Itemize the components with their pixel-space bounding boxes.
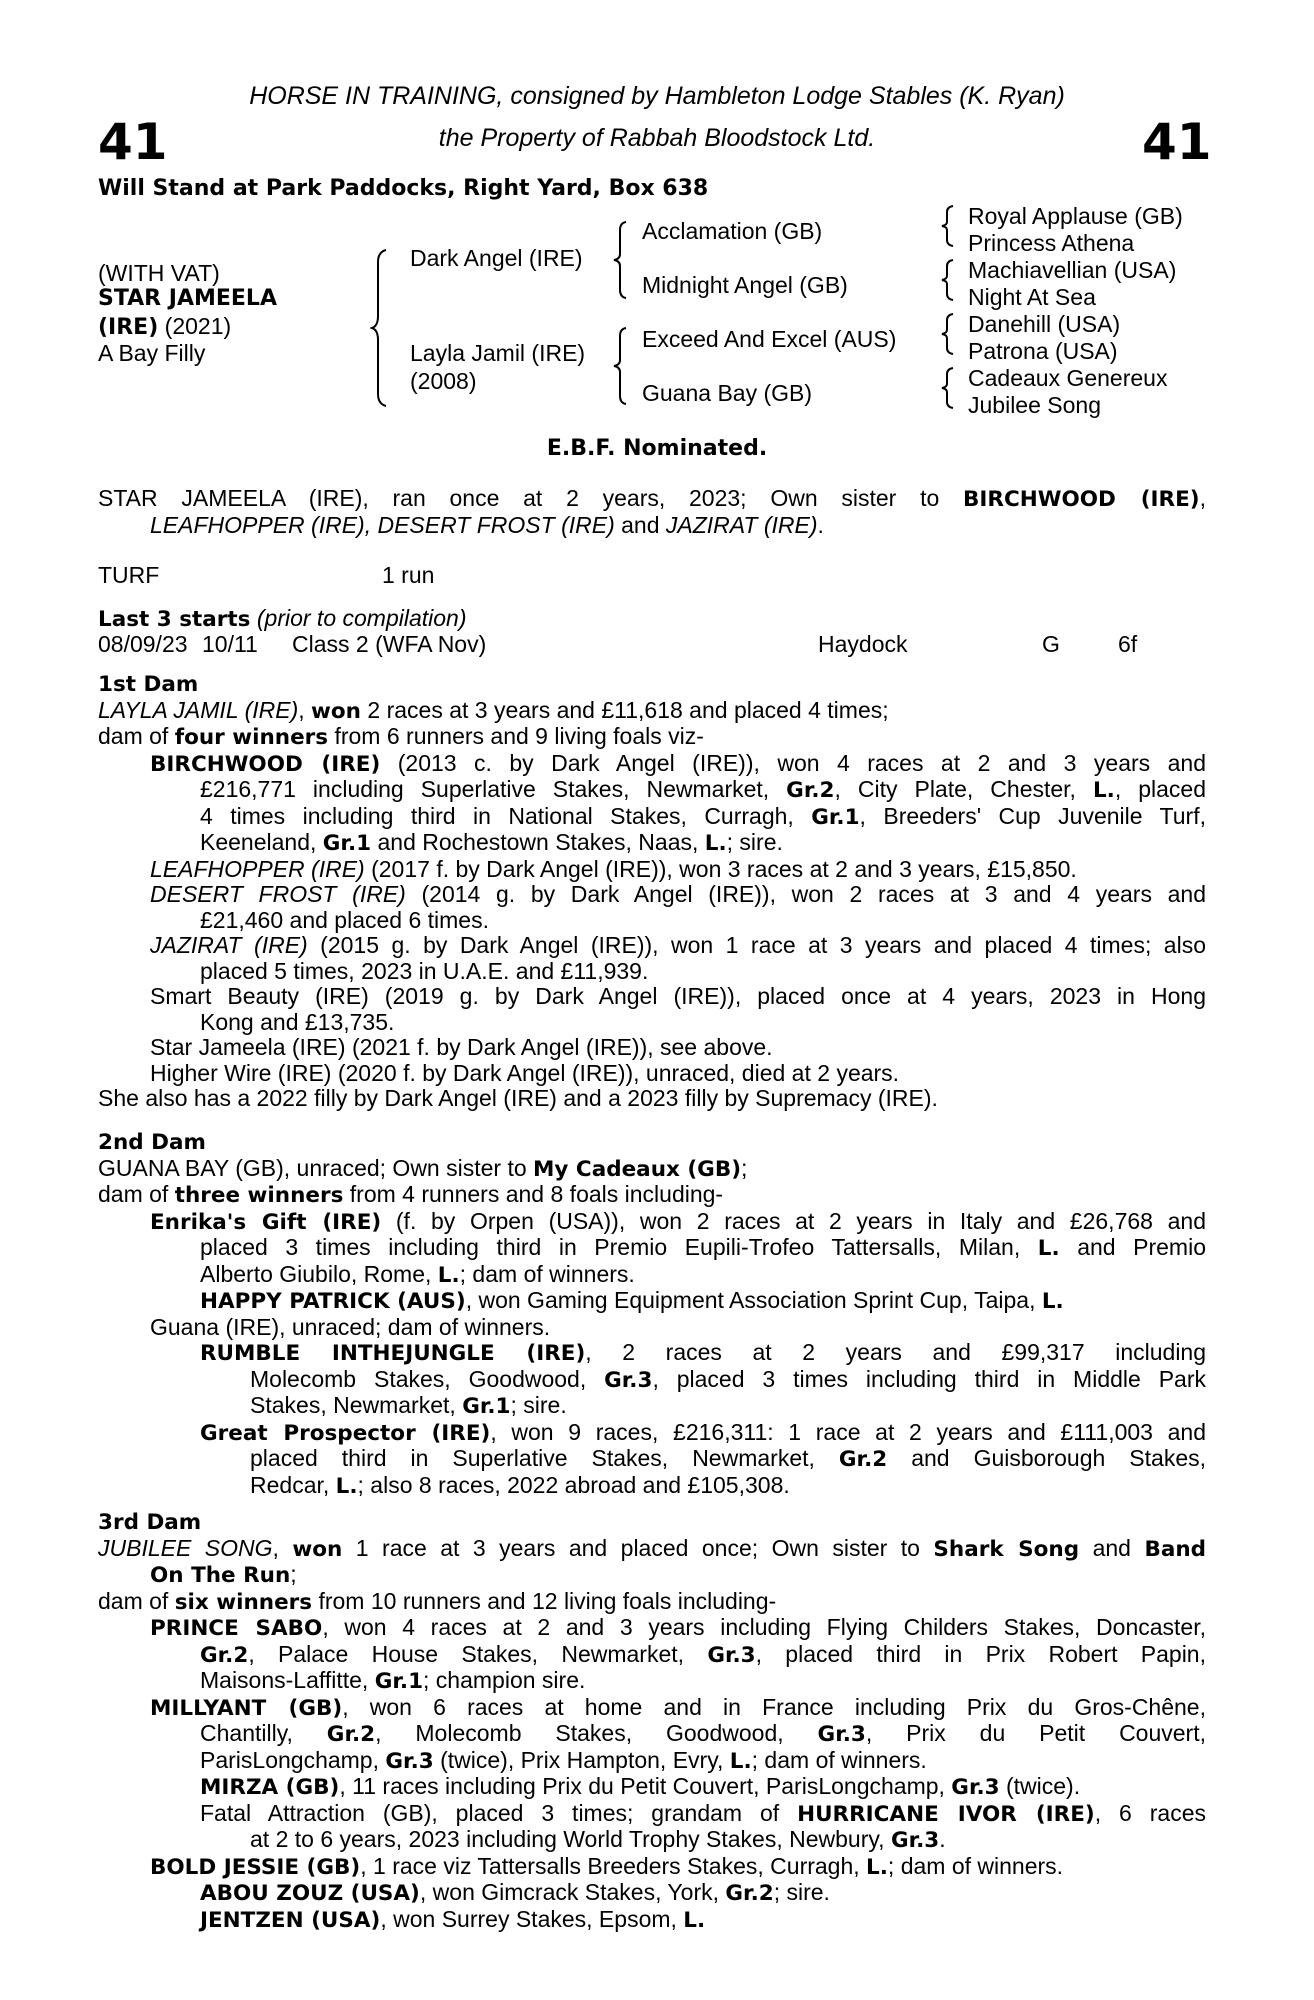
text-span: Kong and £13,735.	[200, 1008, 395, 1035]
text-span: DESERT FROST (IRE)	[150, 881, 406, 907]
text-span: .	[817, 511, 824, 538]
text-span: JENTZEN (USA)	[200, 1907, 381, 1933]
ebf-nominated: E.B.F. Nominated.	[546, 436, 768, 461]
list-item	[98, 1774, 1206, 1801]
pedigree-dds: Cadeaux Genereux	[968, 365, 1168, 391]
text-span: , Molecomb Stakes, Goodwood,	[375, 1720, 818, 1746]
text-span: 4 times including third in National Stakes, Curragh,	[200, 802, 812, 829]
text-span: Alberto Giubilo, Rome,	[200, 1260, 438, 1287]
text-span: Last 3 starts	[98, 607, 251, 632]
text-span: and	[1079, 1534, 1145, 1561]
list-item	[98, 1880, 1206, 1907]
text-span: Shark Song	[933, 1536, 1080, 1562]
text-line	[98, 1562, 1206, 1589]
list-item	[98, 1695, 1206, 1722]
text-span: , placed third in Prix Robert Papin,	[755, 1640, 1206, 1667]
text-line	[98, 1010, 1206, 1036]
text-line	[98, 830, 1206, 857]
text-span: BIRCHWOOD (IRE)	[963, 487, 1200, 512]
text-span: ,	[298, 696, 312, 723]
text-span: (prior to compilation)	[250, 605, 467, 631]
list-item	[98, 1907, 1206, 1934]
text-span: ; champion sire.	[423, 1667, 586, 1693]
record-surface: TURF	[98, 562, 160, 588]
text-span: Great Prospector (IRE)	[200, 1420, 491, 1446]
text-span: dam of	[98, 723, 175, 749]
text-span: Star Jameela (IRE) (2021 f. by Dark Angel (IRE)), see above.	[150, 1034, 773, 1060]
text-span: Keeneland,	[200, 829, 323, 855]
text-span: On The Run	[150, 1563, 291, 1588]
text-span: L.	[683, 1907, 706, 1933]
pedigree-ss: Acclamation (GB)	[642, 218, 823, 244]
text-span: , placed	[1114, 776, 1206, 802]
text-span: Gr.3	[890, 1828, 940, 1853]
pedigree-sdd: Night At Sea	[968, 284, 1096, 310]
text-span: , won 4 races at 2 and 3 years including Flying Childers Stakes, Doncaster,	[322, 1614, 1206, 1640]
third-dam-section	[98, 1510, 1206, 1933]
text-span: , placed 3 times including third in Middle Park	[652, 1365, 1206, 1392]
text-span: three winners	[174, 1183, 344, 1208]
list-item	[98, 984, 1206, 1010]
list-item	[98, 1209, 1206, 1236]
text-span: (2013 c. by Dark Angel (IRE)), won 4 races at 2 and 3 years and	[380, 749, 1206, 776]
consignor-line: HORSE IN TRAINING, consigned by Hambleton Lodge Stables (K. Ryan)	[249, 82, 1065, 110]
text-span: 1 race at 3 years and placed once; Own sister to	[342, 1534, 934, 1561]
text-span: JUBILEE SONG	[98, 1534, 273, 1561]
first-dam-heading: 1st Dam	[98, 672, 199, 697]
text-span: ; sire.	[726, 829, 783, 855]
text-span: Gr.1	[811, 804, 860, 830]
text-span: six winners	[174, 1589, 313, 1615]
lot-number-right: 41	[1142, 113, 1212, 171]
text-line	[98, 1086, 1206, 1112]
text-span: Smart Beauty (IRE) (2019 g. by Dark Angel (IRE)), placed once at 4 years, 2023 in Hong	[150, 983, 1206, 1009]
text-span: LEAFHOPPER (IRE)	[150, 855, 365, 882]
text-span: and Guisborough Stakes,	[887, 1445, 1207, 1471]
text-span: four winners	[174, 725, 329, 750]
text-span: L.	[437, 1262, 460, 1288]
text-span: placed third in Superlative Stakes, Newmarket,	[250, 1445, 839, 1471]
text-span: ,	[1199, 485, 1206, 511]
list-item	[98, 1854, 1206, 1881]
text-span: won	[311, 698, 361, 724]
text-span: JAZIRAT (IRE)	[665, 511, 818, 538]
text-span: Gr.1	[374, 1669, 424, 1694]
second-dam-section	[98, 1130, 1206, 1499]
text-span: , won 9 races, £216,311: 1 race at 2 years and £111,003 and	[490, 1418, 1206, 1445]
text-span: Gr.3	[385, 1748, 434, 1774]
text-span: BOLD JESSIE (GB)	[150, 1854, 361, 1880]
start-course: Haydock	[818, 631, 908, 657]
text-span: She also has a 2022 filly by Dark Angel (IRE) and a 2023 filly by Supremacy (IRE).	[98, 1085, 938, 1111]
pedigree-brace-sd	[940, 258, 958, 302]
list-item	[98, 857, 1206, 883]
stand-location: Will Stand at Park Paddocks, Right Yard, Box 638	[98, 176, 709, 201]
text-span: , won Gimcrack Stakes, York,	[419, 1879, 726, 1905]
start-position: 10/11	[202, 631, 258, 657]
second-dam-heading: 2nd Dam	[98, 1130, 206, 1155]
list-item	[98, 1061, 1206, 1087]
property-line: the Property of Rabbah Bloodstock Ltd.	[438, 124, 876, 152]
text-span: Gr.3	[951, 1775, 1000, 1800]
text-span: ;	[290, 1561, 297, 1587]
lot-number-left: 41	[98, 113, 168, 171]
text-line	[98, 1182, 1206, 1209]
text-span: Molecomb Stakes, Goodwood,	[250, 1365, 605, 1392]
list-item	[98, 751, 1206, 778]
text-line	[98, 698, 1206, 725]
text-span: ParisLongchamp,	[200, 1746, 386, 1773]
text-span: placed 5 times, 2023 in U.A.E. and £11,939.	[200, 957, 649, 984]
text-span: Band	[1144, 1536, 1207, 1562]
list-item	[98, 1315, 1206, 1341]
text-span: Gr.1	[322, 831, 372, 856]
text-line	[98, 513, 1206, 539]
text-span: from 4 runners and 8 foals including-	[343, 1181, 724, 1207]
text-span: STAR JAMEELA (IRE), ran once at 2 years, 2023; Own sister to	[98, 485, 964, 511]
text-span: and	[614, 511, 666, 538]
horse-description: A Bay Filly	[98, 340, 206, 366]
text-span: Gr.3	[604, 1367, 653, 1393]
text-span: and Rochestown Stakes, Naas,	[371, 829, 705, 855]
horse-name-suffix	[98, 314, 231, 341]
text-span: Gr.2	[326, 1722, 376, 1747]
text-span: ,	[272, 1534, 293, 1561]
text-span: dam of	[98, 1181, 175, 1207]
text-span: L.	[335, 1473, 358, 1499]
list-item	[98, 882, 1206, 908]
text-span: .	[939, 1826, 946, 1852]
text-span: Gr.2	[786, 778, 835, 803]
text-span: , 6 races	[1094, 1799, 1206, 1826]
text-span: Maisons-Laffitte,	[200, 1667, 375, 1693]
text-span: L.	[704, 831, 727, 856]
text-line	[98, 1473, 1206, 1500]
pedigree-dam-year: (2008)	[410, 368, 477, 394]
text-span: , Prix du Petit Couvert,	[865, 1720, 1206, 1746]
text-line	[98, 1393, 1206, 1420]
text-span: , won Surrey Stakes, Epsom,	[380, 1905, 684, 1932]
text-span: , won Gaming Equipment Association Sprint Cup, Taipa,	[465, 1287, 1042, 1313]
text-line	[98, 1367, 1206, 1394]
pedigree-dam: Layla Jamil (IRE)	[410, 340, 586, 366]
text-span: , Palace House Stakes, Newmarket,	[248, 1640, 708, 1667]
text-span: L.	[1092, 778, 1115, 803]
pedigree-brace-dam	[612, 326, 632, 406]
text-span: L.	[866, 1854, 888, 1880]
record-runs: 1 run	[382, 562, 435, 588]
pedigree-brace-dd	[940, 366, 958, 410]
text-span: ; sire.	[510, 1392, 567, 1418]
pedigree-sss: Royal Applause (GB)	[968, 203, 1183, 229]
pedigree-dsd: Patrona (USA)	[968, 338, 1118, 364]
start-class: Class 2 (WFA Nov)	[292, 631, 487, 657]
text-span: My Cadeaux (GB)	[533, 1156, 742, 1182]
text-span: MIRZA (GB)	[200, 1775, 340, 1800]
text-span: (f. by Orpen (USA)), won 2 races at 2 years in Italy and £26,768 and	[381, 1207, 1206, 1234]
pedigree-ds: Exceed And Excel (AUS)	[642, 326, 897, 352]
text-line	[98, 804, 1206, 831]
list-item	[98, 1288, 1206, 1315]
text-span: Stakes, Newmarket,	[250, 1392, 463, 1418]
text-span: MILLYANT (GB)	[150, 1695, 343, 1721]
list-item	[98, 1615, 1206, 1642]
first-dam-section	[98, 672, 1206, 1112]
text-span: (twice).	[999, 1773, 1081, 1799]
text-span: Gr.1	[462, 1394, 511, 1419]
text-line	[98, 1827, 1206, 1854]
vat-note: (WITH VAT)	[98, 260, 220, 286]
text-span: (2017 f. by Dark Angel (IRE)), won 3 races at 2 and 3 years, £15,850.	[364, 855, 1077, 882]
third-dam-heading: 3rd Dam	[98, 1510, 202, 1535]
list-item	[98, 1420, 1206, 1447]
text-span: from 6 runners and 9 living foals viz-	[328, 723, 704, 749]
text-span: £216,771 including Superlative Stakes, Newmarket,	[200, 776, 787, 802]
pedigree-brace-ss	[940, 204, 958, 248]
pedigree-sd: Midnight Angel (GB)	[642, 272, 848, 298]
text-line	[98, 724, 1206, 751]
text-line	[98, 908, 1206, 934]
text-span: (2015 g. by Dark Angel (IRE)), won 1 race at 3 years and placed 4 times; also	[307, 932, 1206, 958]
text-span: , 2 races at 2 years and £99,317 including	[585, 1339, 1207, 1365]
text-span: GUANA BAY (GB), unraced; Own sister to	[98, 1154, 534, 1181]
text-span: (twice), Prix Hampton, Evry,	[433, 1746, 730, 1773]
horse-year: (2021)	[158, 313, 232, 339]
text-span: L.	[1037, 1236, 1060, 1261]
list-item	[98, 933, 1206, 959]
text-span: ; dam of winners.	[751, 1746, 927, 1773]
text-line	[98, 1721, 1206, 1748]
text-span: ; sire.	[773, 1879, 830, 1905]
text-line	[98, 1156, 1206, 1183]
text-span: , won 6 races at home and in France including Prix du Gros-Chêne,	[342, 1693, 1206, 1720]
text-line	[98, 1235, 1206, 1262]
text-span: RUMBLE INTHEJUNGLE (IRE)	[200, 1341, 586, 1366]
text-line	[98, 777, 1206, 804]
pedigree-brace-main	[370, 248, 394, 408]
pedigree-brace-ds	[940, 312, 958, 356]
text-span: Gr.2	[838, 1447, 888, 1472]
text-span: LEAFHOPPER (IRE), DESERT FROST (IRE)	[150, 511, 615, 538]
pedigree-sds: Machiavellian (USA)	[968, 257, 1177, 283]
pedigree-ssd: Princess Athena	[968, 230, 1135, 256]
text-line	[98, 1748, 1206, 1775]
text-span: HAPPY PATRICK (AUS)	[200, 1289, 466, 1314]
pedigree-ddd: Jubilee Song	[968, 392, 1101, 418]
list-item	[98, 1340, 1206, 1367]
text-span: , City Plate, Chester,	[834, 776, 1093, 802]
text-span: (2014 g. by Dark Angel (IRE)), won 2 races at 3 and 4 years and	[405, 881, 1206, 907]
text-span: Redcar,	[250, 1471, 336, 1498]
pedigree-dd: Guana Bay (GB)	[642, 380, 813, 406]
text-span: HURRICANE IVOR (IRE)	[797, 1801, 1095, 1827]
text-span: ; also 8 races, 2022 abroad and £105,308.	[357, 1471, 790, 1498]
text-span: Gr.2	[725, 1881, 774, 1906]
text-span: dam of	[98, 1587, 175, 1614]
last-starts-heading	[98, 606, 467, 633]
text-span: and Premio	[1059, 1234, 1206, 1260]
pedigree-sire: Dark Angel (IRE)	[410, 245, 583, 271]
list-item	[98, 1801, 1206, 1828]
text-span: ; dam of winners.	[459, 1260, 635, 1287]
text-line	[98, 1642, 1206, 1669]
horse-name: STAR JAMEELA	[98, 286, 277, 311]
text-span: Higher Wire (IRE) (2020 f. by Dark Angel (IRE)), unraced, died at 2 years.	[150, 1059, 900, 1086]
text-span: from 10 runners and 12 living foals including-	[312, 1587, 777, 1614]
text-line	[98, 1589, 1206, 1616]
text-span: ; dam of winners.	[887, 1852, 1064, 1879]
text-span: Chantilly,	[200, 1720, 327, 1746]
text-span: BIRCHWOOD (IRE)	[150, 751, 381, 777]
start-going: G	[1042, 631, 1060, 657]
horse-country: (IRE)	[98, 315, 159, 340]
text-span: Gr.2	[200, 1642, 249, 1668]
text-span: at 2 to 6 years, 2023 including World Trophy Stakes, Newbury,	[250, 1826, 891, 1852]
text-span: £21,460 and placed 6 times.	[200, 906, 489, 933]
pedigree-brace-sire	[612, 220, 632, 300]
pedigree-dss: Danehill (USA)	[968, 311, 1121, 337]
text-span: L.	[729, 1748, 752, 1774]
text-line	[98, 486, 1206, 513]
text-span: Gr.3	[817, 1722, 866, 1747]
text-span: won	[292, 1536, 343, 1562]
text-span: , 1 race viz Tattersalls Breeders Stakes, Curragh,	[360, 1852, 867, 1879]
text-span: placed 3 times including third in Premio Eupili-Trofeo Tattersalls, Milan,	[200, 1234, 1038, 1260]
start-date: 08/09/23	[98, 631, 188, 657]
text-span: 2 races at 3 years and £11,618 and placed 4 times;	[361, 696, 889, 723]
text-span: JAZIRAT (IRE)	[150, 932, 308, 958]
text-span: , Breeders' Cup Juvenile Turf,	[859, 802, 1206, 829]
text-line	[98, 1446, 1206, 1473]
text-span: , 11 races including Prix du Petit Couvert, ParisLongchamp,	[339, 1773, 952, 1799]
text-line	[98, 959, 1206, 985]
text-span: Fatal Attraction (GB), placed 3 times; grandam of	[200, 1799, 798, 1826]
text-span: LAYLA JAMIL (IRE)	[98, 696, 299, 723]
text-line	[98, 1536, 1206, 1563]
start-distance: 6f	[1118, 631, 1138, 657]
text-line	[98, 1262, 1206, 1289]
text-span: PRINCE SABO	[150, 1616, 323, 1641]
summary-paragraph	[98, 486, 1206, 538]
list-item	[98, 1035, 1206, 1061]
text-span: ABOU ZOUZ (USA)	[200, 1881, 420, 1906]
text-span: L.	[1041, 1289, 1064, 1314]
text-span: ;	[741, 1154, 748, 1181]
text-span: Enrika's Gift (IRE)	[150, 1209, 382, 1235]
text-span: Gr.3	[707, 1642, 756, 1668]
text-span: Guana (IRE), unraced; dam of winners.	[150, 1313, 551, 1340]
text-line	[98, 1668, 1206, 1695]
